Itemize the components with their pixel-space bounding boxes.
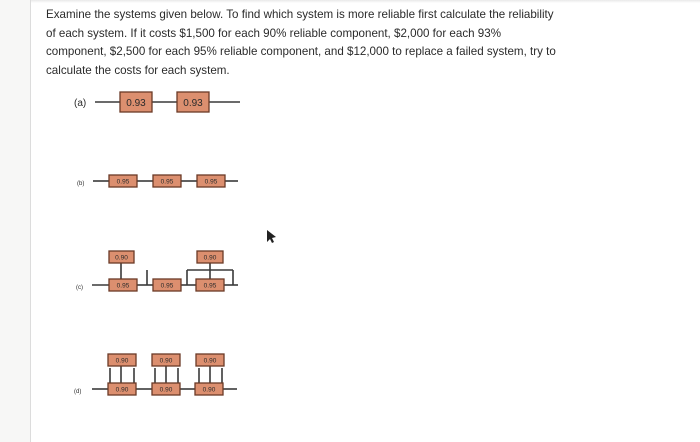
mouse-cursor-icon [267, 230, 276, 243]
system-d-label: (d) [74, 389, 82, 395]
component-c2-value: 0.95 [160, 282, 174, 290]
component-a1 [120, 92, 152, 112]
component-c1 [109, 279, 137, 291]
component-d-backup1-value: 0.90 [115, 357, 129, 365]
component-d-backup2-value: 0.90 [159, 357, 173, 365]
component-b2 [153, 175, 181, 187]
component-d-backup2 [152, 354, 180, 366]
system-b [77, 175, 238, 187]
component-c3 [196, 279, 224, 291]
component-a1-value: 0.93 [126, 98, 146, 109]
component-a2-value: 0.93 [183, 98, 203, 109]
component-c-backup1-value: 0.90 [115, 254, 128, 262]
component-c-backup1 [109, 251, 134, 263]
component-b1 [109, 175, 137, 187]
component-d2 [152, 383, 180, 395]
component-c2 [153, 279, 181, 291]
system-d [74, 354, 237, 395]
system-b-label: (b) [77, 181, 85, 187]
component-c3-value: 0.95 [203, 282, 217, 290]
question-text: Examine the systems given below. To find which system is more reliable first calculate the reliability of each system. If it costs $1,500 for each 90% reliable component, $2,000 for each 93% component, $2,500 for each 95% reliable component, and $12,000 to replace a failed system, try to calculate the costs for each system. [46, 8, 556, 77]
component-c1-value: 0.95 [116, 282, 130, 290]
system-c-label: (c) [76, 285, 83, 291]
component-b3 [197, 175, 225, 187]
component-b2-value: 0.95 [160, 178, 174, 186]
component-d1-value: 0.90 [115, 386, 129, 394]
component-d-backup1 [108, 354, 136, 366]
system-a-label: (a) [74, 98, 87, 109]
component-d2-value: 0.90 [159, 386, 173, 394]
component-d1 [108, 383, 136, 395]
component-a2 [177, 92, 209, 112]
component-b1-value: 0.95 [116, 178, 130, 186]
system-a [74, 92, 240, 112]
component-d3-value: 0.90 [202, 386, 216, 394]
system-c [76, 251, 238, 291]
component-d-backup3-value: 0.90 [203, 357, 217, 365]
component-c-backup3-value: 0.90 [203, 254, 217, 262]
component-d3 [195, 383, 223, 395]
component-b3-value: 0.95 [204, 178, 218, 186]
component-d-backup3 [196, 354, 224, 366]
component-c-backup3 [197, 251, 223, 263]
